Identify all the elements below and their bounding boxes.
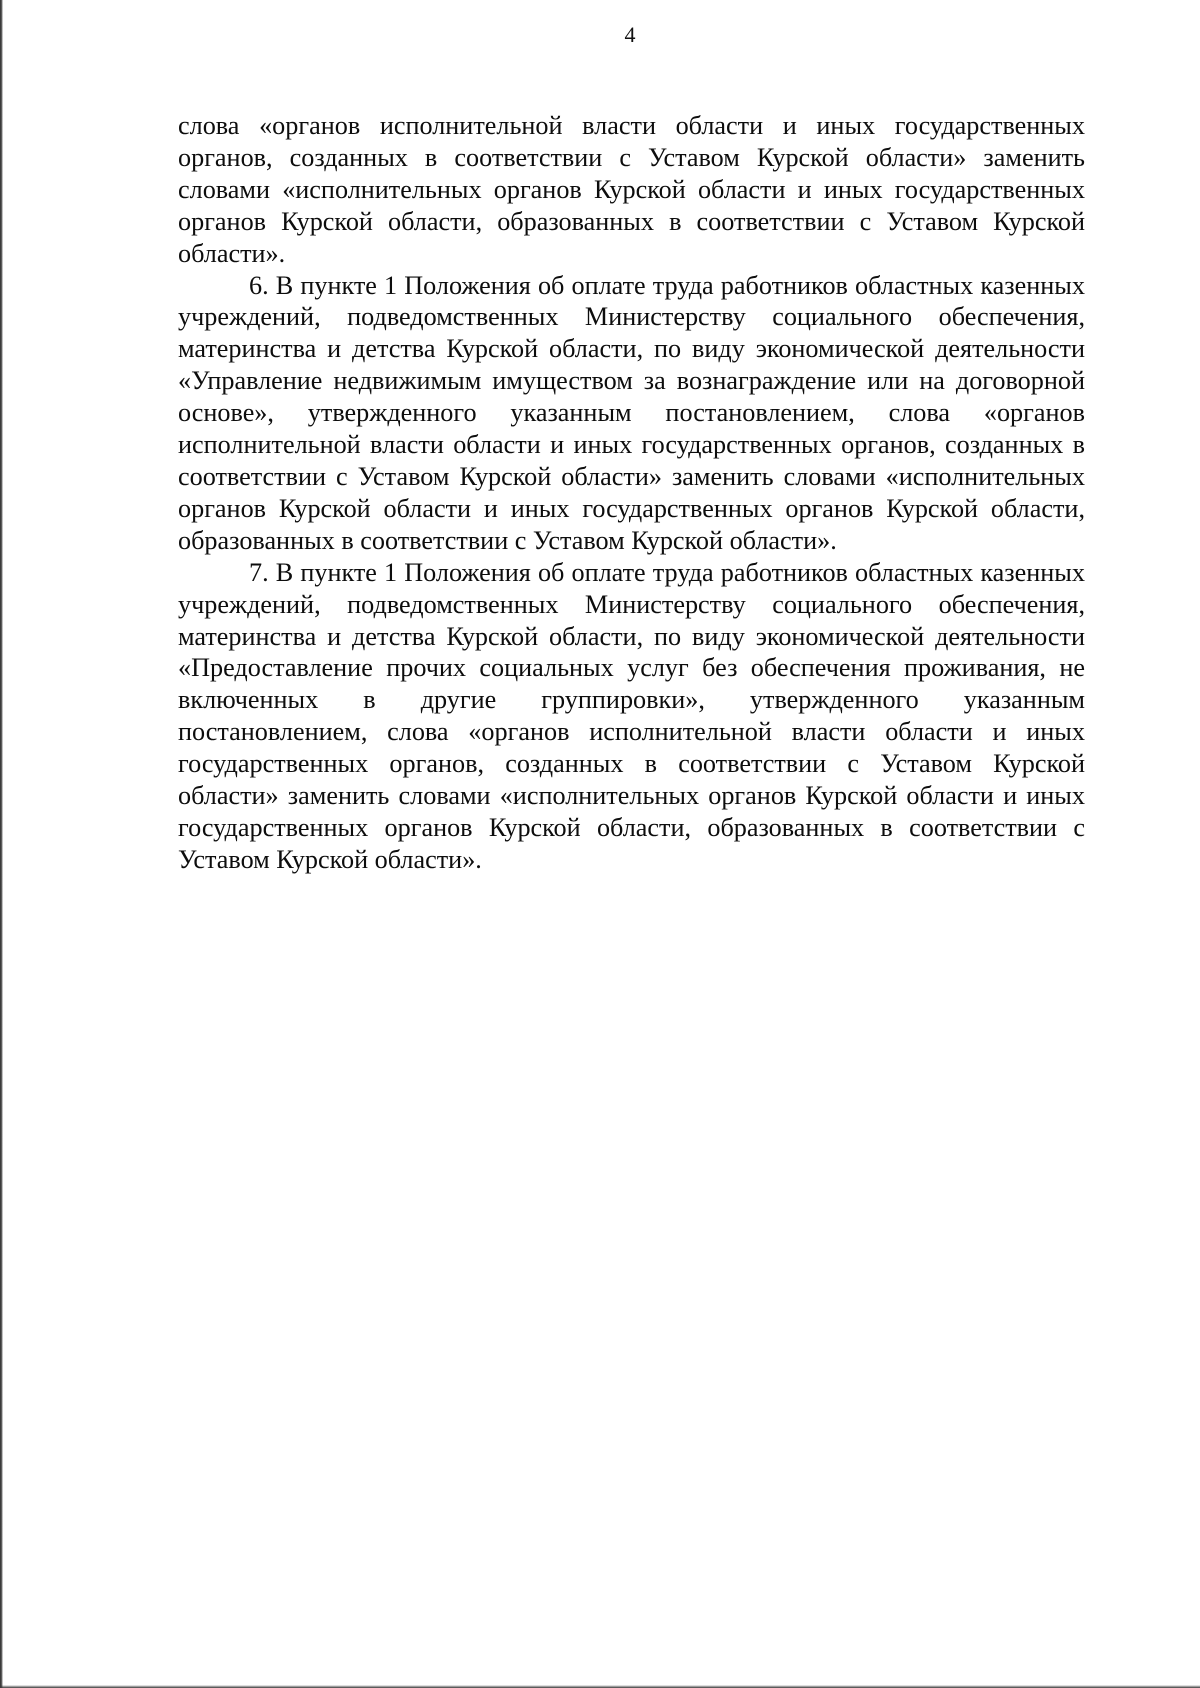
paragraph-item-6: 6. В пункте 1 Положения об оплате труда работников областных казенных учреждений, подведомственных Министерству социального обеспечения, материнства и детства Курской области, по виду экономической деятельности «Управление недвижимым имуществом за вознаграждение или на договорной основе», утвержденного указанным постановлением, слова «органов исполнительной власти области и иных государственных органов, созданных в соответствии с Уставом Курской области» заменить словами «исполнительных органов Курской области и иных государственных органов Курской области, образованных в соответствии с Уставом Курской области». <box>178 270 1085 555</box>
paragraph-item-7: 7. В пункте 1 Положения об оплате труда работников областных казенных учреждений, подведомственных Министерству социального обеспечения, материнства и детства Курской области, по виду экономической деятельности «Предоставление прочих социальных услуг без обеспечения проживания, не включенных в другие группировки», утвержденного указанным постановлением, слова «органов исполнительной власти области и иных государственных органов, созданных в соответствии с Уставом Курской области» заменить словами «исполнительных органов Курской области и иных государственных органов Курской области, образованных в соответствии с Уставом Курской области». <box>178 557 1085 874</box>
page-number: 4 <box>624 22 636 47</box>
document-body <box>178 110 1085 876</box>
paragraph-continuation: слова «органов исполнительной власти области и иных государственных органов, созданных в соответствии с Уставом Курской области» заменить словами «исполнительных органов Курской области и иных государственных органов Курской области, образованных в соответствии с Уставом Курской области». <box>178 111 1085 268</box>
scan-edge-left <box>0 0 3 1688</box>
